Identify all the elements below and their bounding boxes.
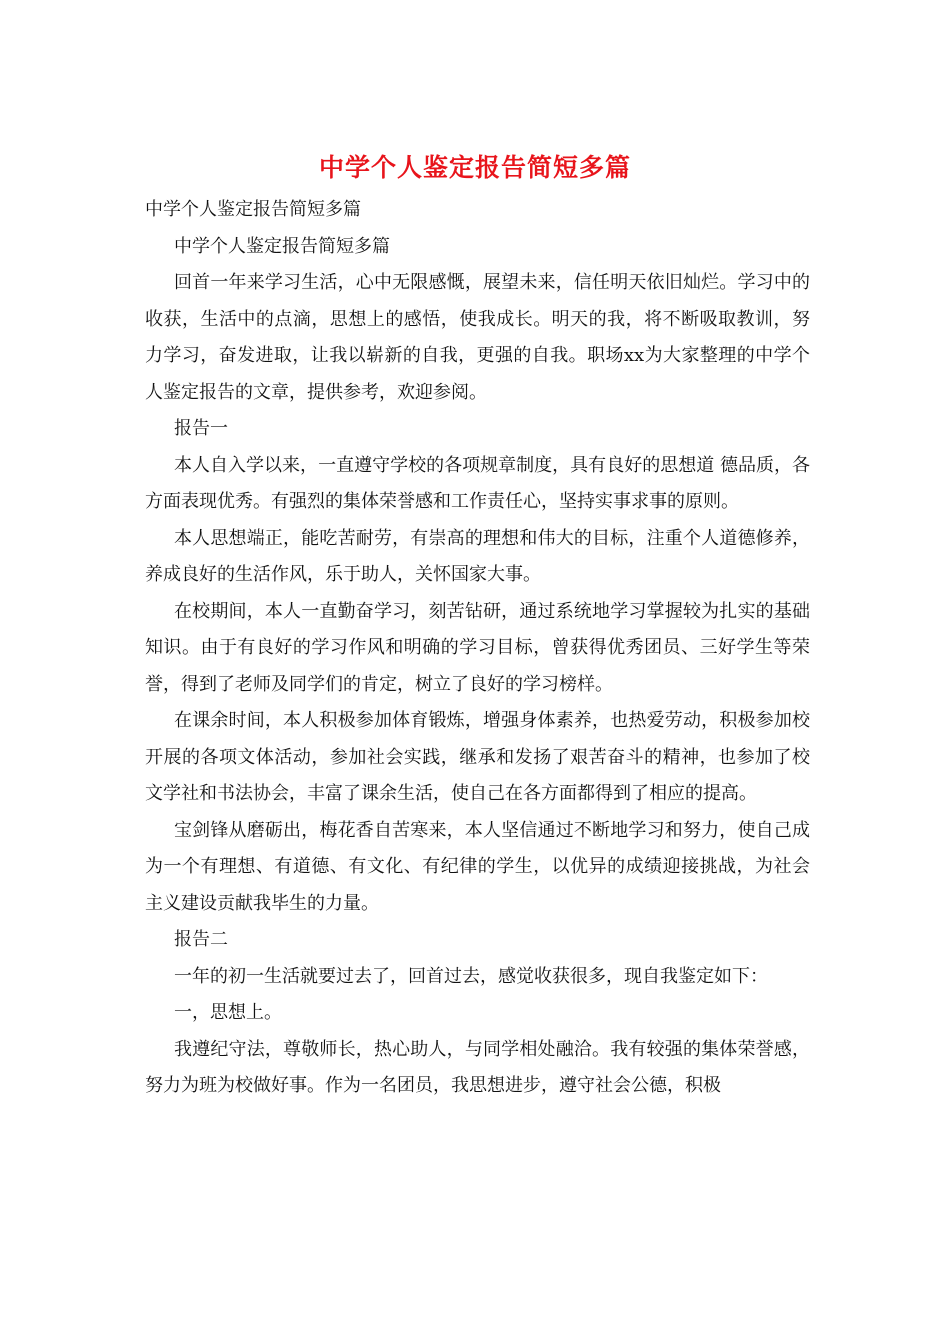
paragraph: 本人自入学以来，一直遵守学校的各项规章制度，具有良好的思想道 德品质，各方面表现优秀。有强烈的集体荣誉感和工作责任心，坚持实事求事的原则。 <box>145 454 810 512</box>
paragraph: 回首一年来学习生活，心中无限感慨，展望未来，信任明天依旧灿烂。学习中的收获，生活中的点滴，思想上的感悟，使我成长。明天的我，将不断吸取教训，努力学习，奋发进取，让我以崭新的自我，更强的自我。职场xx为大家整理的中学个人鉴定报告的文章，提供参考，欢迎参阅。 <box>145 272 810 403</box>
paragraph: 在校期间，本人一直勤奋学习，刻苦钻研，通过系统地学习掌握较为扎实的基础知识。由于有良好的学习作风和明确的学习目标，曾获得优秀团员、三好学生等荣誉，得到了老师及同学们的肯定，树立了良好的学习榜样。 <box>145 600 810 695</box>
document-title: 中学个人鉴定报告简短多篇 <box>318 153 631 182</box>
paragraph: 中学个人鉴定报告简短多篇 <box>174 235 390 257</box>
paragraph: 我遵纪守法，尊敬师长，热心助人，与同学相处融洽。我有较强的集体荣誉感，努力为班为校做好事。作为一名团员，我思想进步，遵守社会公德，积极 <box>145 1038 810 1096</box>
paragraph: 本人思想端正，能吃苦耐劳，有崇高的理想和伟大的目标，注重个人道德修养，养成良好的生活作风，乐于助人，关怀国家大事。 <box>145 527 810 585</box>
section-heading: 报告二 <box>174 929 228 950</box>
paragraph: 宝剑锋从磨砺出，梅花香自苦寒来，本人坚信通过不断地学习和努力，使自己成为一个有理想、有道德、有文化、有纪律的学生，以优异的成绩迎接挑战，为社会主义建设贡献我毕生的力量。 <box>145 819 810 914</box>
paragraph: 一，思想上。 <box>174 1002 282 1023</box>
paragraph: 一年的初一生活就要过去了，回首过去，感觉收获很多，现自我鉴定如下： <box>174 965 768 987</box>
section-heading: 报告一 <box>174 418 228 439</box>
document-body <box>145 192 810 1105</box>
paragraph: 在课余时间，本人积极参加体育锻炼，增强身体素养，也热爱劳动，积极参加校开展的各项文体活动，参加社会实践，继承和发扬了艰苦奋斗的精神，也参加了校文学社和书法协会，丰富了课余生活，使自己在各方面都得到了相应的提高。 <box>145 710 810 804</box>
paragraph: 中学个人鉴定报告简短多篇 <box>145 199 361 220</box>
